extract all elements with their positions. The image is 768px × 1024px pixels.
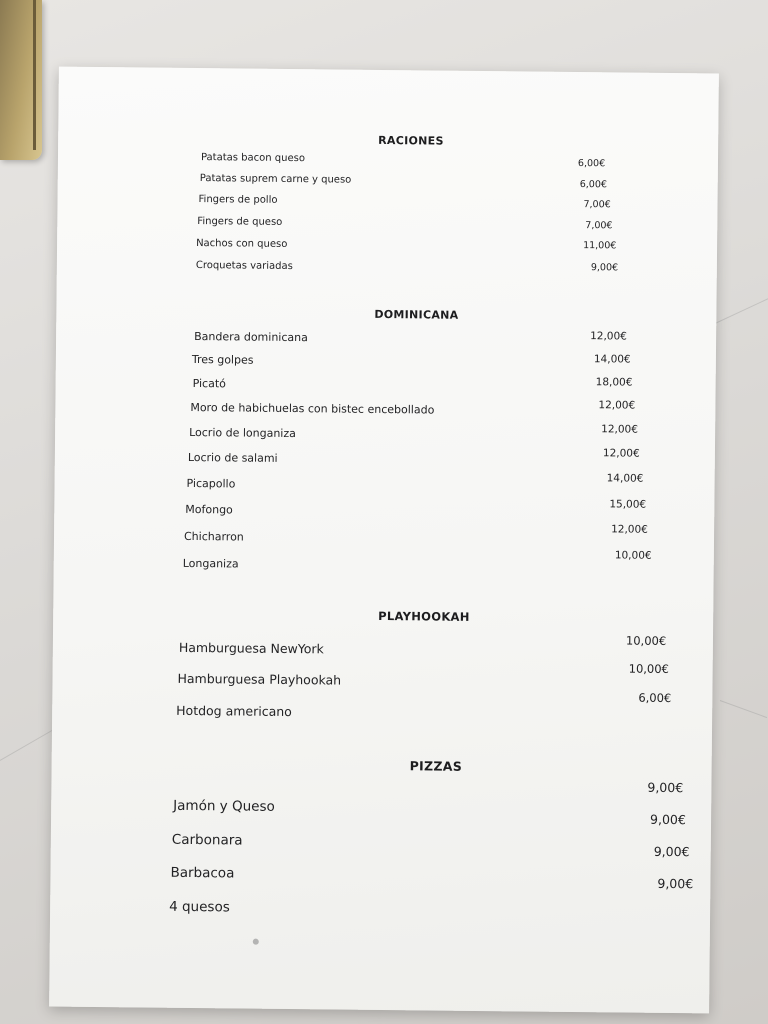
menu-item-price: 14,00€ [593,353,631,366]
menu-sheet [49,67,719,1014]
menu-item-price: 10,00€ [628,661,669,676]
section-title-pizzas: PIZZAS [409,758,463,774]
menu-item-price: 6,00€ [638,690,672,706]
menu-item-name: Locrio de salami [187,450,278,465]
menu-item-name: Fingers de pollo [198,194,278,206]
menu-item-name: Hamburguesa NewYork [178,639,324,657]
section-title-raciones: RACIONES [378,133,444,148]
menu-item-name: Longaniza [182,556,239,571]
menu-item-price: 9,00€ [657,875,694,892]
menu-item-name: Croquetas variadas [195,260,293,273]
menu-item-price: 6,00€ [579,179,607,191]
section-title-dominicana: DOMINICANA [374,307,459,322]
menu-item-name: Nachos con queso [196,238,288,250]
menu-item-name: Hotdog americano [176,702,292,720]
menu-item-name: Picató [192,376,226,391]
menu-item-name: Barbacoa [170,864,235,882]
menu-item-name: Chicharron [183,529,244,544]
menu-item-price: 7,00€ [585,220,613,232]
menu-item-name: Jamón y Queso [173,797,275,815]
menu-item-price: 10,00€ [625,633,667,648]
menu-item-price: 9,00€ [653,843,690,860]
menu-item-name: Moro de habichuelas con bistec encebollado [190,400,435,417]
menu-item-name: Patatas bacon queso [200,152,306,165]
marble-vein [0,730,52,761]
menu-item-price: 12,00€ [601,423,638,436]
menu-item-price: 15,00€ [609,498,647,511]
menu-item-name: Locrio de longaniza [189,425,296,441]
book-corner [0,0,42,160]
menu-item-price: 9,00€ [650,811,686,828]
paper-spot [253,939,259,945]
section-title-playhookah: PLAYHOOKAH [378,608,470,624]
menu-item-name: 4 quesos [169,898,230,916]
menu-item-price: 12,00€ [598,399,636,412]
menu-item-name: Mofongo [185,502,233,517]
menu-item-price: 12,00€ [590,330,627,343]
menu-item-name: Tres golpes [191,352,254,367]
menu-item-name: Fingers de queso [197,216,283,228]
menu-item-name: Carbonara [171,831,243,849]
menu-item-name: Patatas suprem carne y queso [199,173,352,186]
menu-item-price: 11,00€ [583,240,617,252]
menu-item-name: Picapollo [186,476,236,491]
menu-item-price: 9,00€ [590,262,619,274]
menu-item-price: 6,00€ [577,158,606,170]
menu-item-name: Bandera dominicana [194,330,308,345]
menu-item-price: 7,00€ [583,199,611,211]
menu-item-price: 18,00€ [595,376,633,389]
menu-item-name: Hamburguesa Playhookah [177,670,342,688]
menu-item-price: 14,00€ [606,472,644,485]
menu-item-price: 9,00€ [647,779,684,796]
menu-item-price: 12,00€ [602,447,640,460]
marble-vein [720,700,767,718]
menu-item-price: 10,00€ [614,549,652,562]
menu-item-price: 12,00€ [611,523,648,536]
